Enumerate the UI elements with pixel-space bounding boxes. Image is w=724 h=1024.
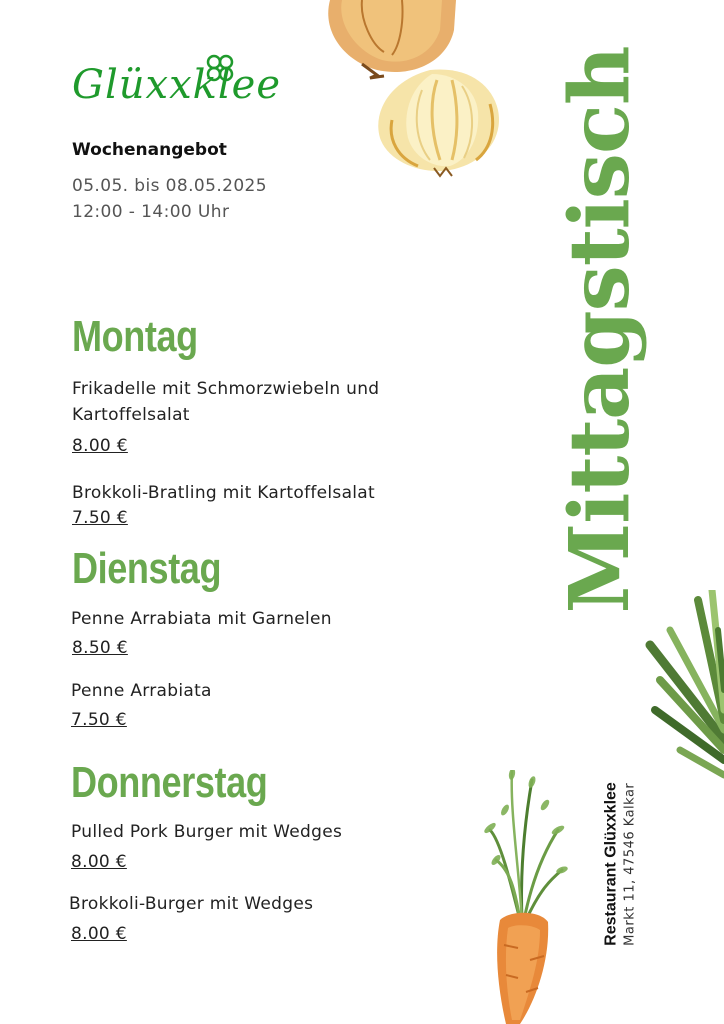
logo-text: Glüxxklee (72, 62, 281, 108)
restaurant-street: Markt 11, 47546 Kalkar (622, 782, 638, 946)
price-montag-2: 7.50 € (72, 508, 128, 528)
day-heading-montag: Montag (72, 312, 198, 361)
brand-logo (72, 52, 281, 122)
dish-montag-2: Brokkoli-Bratling mit Kartoffelsalat (72, 483, 375, 503)
chives-illustration (640, 590, 724, 780)
offer-time-range: 12:00 - 14:00 Uhr (72, 202, 230, 222)
dish-dienstag-1: Penne Arrabiata mit Garnelen (71, 609, 332, 629)
vertical-title: Mittagstisch (552, 46, 648, 614)
dish-dienstag-2: Penne Arrabiata (71, 681, 212, 701)
offer-title: Wochenangebot (72, 140, 227, 160)
day-heading-donnerstag: Donnerstag (71, 758, 268, 807)
price-donnerstag-2: 8.00 € (71, 924, 127, 944)
offer-date-range: 05.05. bis 08.05.2025 (72, 176, 267, 196)
dish-donnerstag-2: Brokkoli-Burger mit Wedges (69, 894, 314, 914)
dish-montag-1 (72, 376, 379, 428)
day-heading-dienstag: Dienstag (72, 544, 222, 593)
price-donnerstag-1: 8.00 € (71, 852, 127, 872)
dish-line: Frikadelle mit Schmorzwiebeln und (72, 379, 380, 399)
onion-illustration (322, 0, 512, 178)
dish-line: Kartoffelsalat (72, 405, 190, 425)
price-dienstag-1: 8.50 € (72, 638, 128, 658)
price-montag-1: 8.00 € (72, 436, 128, 456)
dish-donnerstag-1: Pulled Pork Burger mit Wedges (71, 822, 343, 842)
restaurant-address (603, 782, 638, 946)
clover-icon (202, 52, 238, 86)
price-dienstag-2: 7.50 € (71, 710, 127, 730)
restaurant-name: Restaurant Glüxxklee (602, 782, 620, 946)
carrot-illustration (470, 770, 570, 1024)
